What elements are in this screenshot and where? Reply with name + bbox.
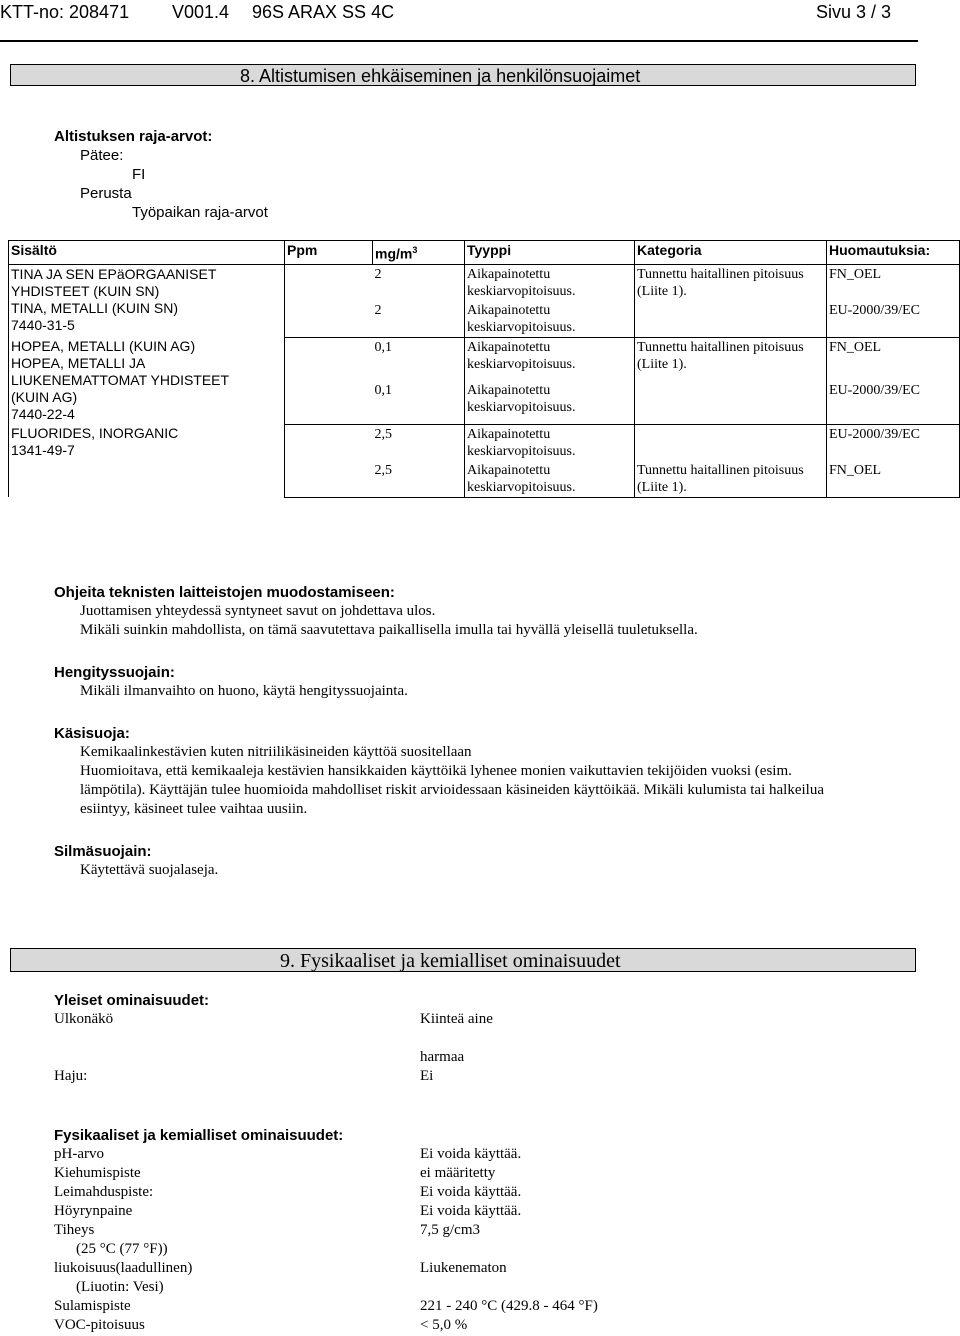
respiratory-line: Mikäli ilmanvaihto on huono, käytä hengityssuojainta. xyxy=(80,683,408,699)
exposure-limits-label: Altistuksen raja-arvot: xyxy=(54,128,213,145)
col-header-remarks: Huomautuksia: xyxy=(827,241,960,265)
property-label: Tiheys xyxy=(54,1222,95,1238)
property-label: Höyrynpaine xyxy=(54,1203,133,1219)
odor-value: Ei xyxy=(420,1068,434,1084)
property-label: (Liuotin: Vesi) xyxy=(76,1279,164,1295)
cell-ppm xyxy=(285,301,373,338)
hand-protection-line: lämpötila). Käyttäjän tulee huomioida mahdolliset riskit arvioidessaan käsineiden käyttöikää. Mikäli kulumista tai halkeilua xyxy=(80,782,824,798)
property-label: Leimahduspiste: xyxy=(54,1184,154,1200)
cell-type: Aikapainotettu keskiarvopitoisuus. xyxy=(465,381,635,425)
property-value: < 5,0 % xyxy=(420,1317,468,1333)
color-value: harmaa xyxy=(420,1049,465,1065)
cell-mg: 2 xyxy=(373,301,465,338)
odor-label: Haju: xyxy=(54,1068,88,1084)
col-header-category: Kategoria xyxy=(635,241,827,265)
cell-ppm xyxy=(285,337,373,381)
cell-mg: 2,5 xyxy=(373,424,465,461)
property-label: (25 °C (77 °F)) xyxy=(76,1241,168,1257)
property-value: 221 - 240 °C (429.8 - 464 °F) xyxy=(420,1298,598,1314)
cell-type: Aikapainotettu keskiarvopitoisuus. xyxy=(465,337,635,381)
property-label: VOC-pitoisuus xyxy=(54,1317,145,1333)
applies-label: Pätee: xyxy=(80,147,124,164)
cell-category: Tunnettu haitallinen pitoisuus (Liite 1). xyxy=(635,264,827,301)
property-value: Ei voida käyttää. xyxy=(420,1184,522,1200)
hand-protection-line: Kemikaalinkestävien kuten nitriilikäsineiden käyttöä suositellaan xyxy=(80,744,472,760)
page-number: Sivu 3 / 3 xyxy=(816,2,892,22)
cell-content: HOPEA, METALLI (KUIN AG) HOPEA, METALLI JA LIUKENEMATTOMAT YHDISTEET (KUIN AG) 7440-22-4 xyxy=(9,337,285,424)
section-8-title: 8. Altistumisen ehkäiseminen ja henkilönsuojaimet xyxy=(240,66,641,86)
cell-remark: FN_OEL xyxy=(827,264,960,301)
cell-remark: EU-2000/39/EC xyxy=(827,301,960,338)
property-value: Liukenematon xyxy=(420,1260,507,1276)
cell-type: Aikapainotettu keskiarvopitoisuus. xyxy=(465,264,635,301)
col-header-type: Tyyppi xyxy=(465,241,635,265)
cell-type: Aikapainotettu keskiarvopitoisuus. xyxy=(465,301,635,338)
ktt-number: KTT-no: 208471 xyxy=(0,2,130,22)
cell-category xyxy=(635,424,827,461)
respiratory-label: Hengityssuojain: xyxy=(54,664,175,681)
engineering-line: Mikäli suinkin mahdollista, on tämä saavutettava paikallisella imulla tai hyvällä yleisellä tuuletuksella. xyxy=(80,622,698,638)
cell-remark: EU-2000/39/EC xyxy=(827,381,960,425)
version: V001.4 xyxy=(172,2,230,22)
property-label: Kiehumispiste xyxy=(54,1165,141,1181)
property-value: Ei voida käyttää. xyxy=(420,1146,522,1162)
cell-ppm xyxy=(285,424,373,461)
cell-category: Tunnettu haitallinen pitoisuus (Liite 1). xyxy=(635,461,827,498)
table-row xyxy=(9,264,960,301)
cell-mg: 2,5 xyxy=(373,461,465,498)
cell-ppm xyxy=(285,461,373,498)
property-value: ei määritetty xyxy=(420,1165,496,1181)
cell-category xyxy=(635,381,827,425)
cell-category xyxy=(635,301,827,338)
hand-protection-line: Huomioitava, että kemikaaleja kestävien hansikkaiden käyttöikä lyhenee monien vaikuttavien tekijöiden vuoksi (esim. xyxy=(80,763,792,779)
cell-mg: 2 xyxy=(373,264,465,301)
table-row xyxy=(9,424,960,461)
property-label: pH-arvo xyxy=(54,1146,104,1162)
cell-type: Aikapainotettu keskiarvopitoisuus. xyxy=(465,461,635,498)
section-9-title: 9. Fysikaaliset ja kemialliset ominaisuudet xyxy=(280,950,621,972)
cell-remark: FN_OEL xyxy=(827,337,960,381)
product-name: 96S ARAX SS 4C xyxy=(252,2,395,22)
col-header-mgm3: $mg/m^3$ xyxy=(373,241,465,265)
appearance-label: Ulkonäkö xyxy=(54,1011,114,1027)
property-label: Sulamispiste xyxy=(54,1298,131,1314)
hand-protection-line: esiintyy, käsineet tulee vaihtaa uusiin. xyxy=(80,801,308,817)
table-header-row xyxy=(9,241,960,265)
cell-ppm xyxy=(285,264,373,301)
cell-content: TINA JA SEN EPäORGAANISET YHDISTEET (KUIN SN) TINA, METALLI (KUIN SN) 7440-31-5 xyxy=(9,264,285,337)
property-value: Ei voida käyttää. xyxy=(420,1203,522,1219)
header-divider xyxy=(0,40,918,42)
cell-content: FLUORIDES, INORGANIC 1341-49-7 xyxy=(9,424,285,497)
property-label: liukoisuus(laadullinen) xyxy=(54,1260,193,1276)
hand-protection-label: Käsisuoja: xyxy=(54,725,130,742)
physchem-label: Fysikaaliset ja kemialliset ominaisuudet: xyxy=(54,1127,344,1144)
cell-mg: 0,1 xyxy=(373,381,465,425)
basis-value: Työpaikan raja-arvot xyxy=(132,204,268,221)
appearance-value: Kiinteä aine xyxy=(420,1011,493,1027)
col-header-ppm: Ppm xyxy=(285,241,373,265)
eye-protection-line: Käytettävä suojalaseja. xyxy=(80,862,219,878)
table-row xyxy=(9,337,960,381)
cell-category: Tunnettu haitallinen pitoisuus (Liite 1). xyxy=(635,337,827,381)
engineering-line: Juottamisen yhteydessä syntyneet savut on johdettava ulos. xyxy=(80,603,436,619)
cell-remark: FN_OEL xyxy=(827,461,960,498)
cell-mg: 0,1 xyxy=(373,337,465,381)
cell-remark: EU-2000/39/EC xyxy=(827,424,960,461)
property-value: 7,5 g/cm3 xyxy=(420,1222,480,1238)
cell-type: Aikapainotettu keskiarvopitoisuus. xyxy=(465,424,635,461)
general-properties-label: Yleiset ominaisuudet: xyxy=(54,992,210,1009)
applies-value: FI xyxy=(132,166,146,183)
exposure-limits-table xyxy=(8,240,960,498)
eye-protection-label: Silmäsuojain: xyxy=(54,843,152,860)
col-header-content: Sisältö xyxy=(9,241,285,265)
engineering-label: Ohjeita teknisten laitteistojen muodostamiseen: xyxy=(54,584,395,601)
basis-label: Perusta xyxy=(80,185,132,202)
cell-ppm xyxy=(285,381,373,425)
